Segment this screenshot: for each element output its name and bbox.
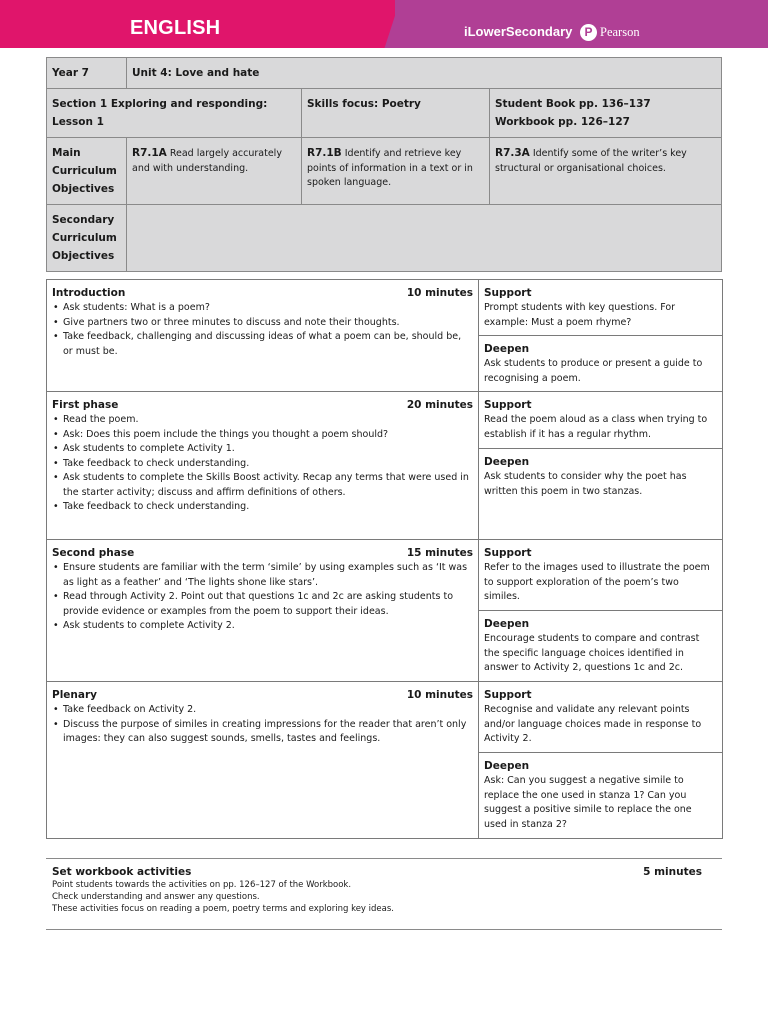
support-cell [479, 540, 723, 611]
objective-code: R7.1B [307, 147, 342, 159]
list-item: • Read the poem. [52, 413, 473, 428]
phase-introduction [47, 280, 479, 392]
book-pages-cell [490, 89, 722, 138]
support-cell [479, 280, 723, 336]
banner-brand-panel [395, 0, 768, 48]
phase-header [52, 286, 473, 300]
support-title: Support [484, 287, 532, 299]
workbook-line: These activities focus on reading a poem, poetry terms and exploring key ideas. [52, 904, 394, 914]
objective-text: Identify some of the writer’s key structural or organisational choices. [495, 148, 687, 174]
list-item: • Take feedback on Activity 2. [52, 703, 473, 718]
section-cell [47, 89, 302, 138]
phase-title: Introduction [52, 287, 126, 299]
objective-text: Read largely accurately and with understanding. [132, 148, 282, 174]
phase-bullets [52, 561, 473, 634]
support-title: Support [484, 547, 532, 559]
deepen-cell [479, 449, 723, 540]
divider [46, 858, 722, 859]
list-item: • Ask students to complete the Skills Boost activity. Recap any terms that were used in the starter activity; discuss and affirm definitions of others. [52, 471, 473, 500]
workbook-header [52, 866, 702, 879]
section-label: Section 1 Exploring and responding: [52, 98, 268, 110]
workbook-line: Check understanding and answer any questions. [52, 892, 260, 902]
main-objectives-label [47, 138, 127, 205]
phase-header [52, 546, 473, 560]
support-text: Prompt students with key questions. For example: Must a poem rhyme? [484, 302, 676, 328]
lesson-info-table [46, 57, 722, 272]
support-text: Read the poem aloud as a class when trying to establish if it has a regular rhythm. [484, 414, 708, 440]
main-label-line: Objectives [52, 183, 115, 195]
support-text: Refer to the images used to illustrate the poem to support exploration of the poem’s two similes. [484, 562, 710, 602]
unit-cell: Unit 4: Love and hate [127, 58, 722, 89]
support-cell [479, 682, 723, 753]
pearson-logo-icon: P [580, 24, 597, 41]
list-item: • Ask students to complete Activity 1. [52, 442, 473, 457]
deepen-text: Encourage students to compare and contrast the specific language choices identified in answer to Activity 2, questions 1c and 2c. [484, 633, 700, 673]
secondary-objectives-label [47, 205, 127, 272]
secondary-label-line: Secondary [52, 214, 115, 226]
phase-time: 20 minutes [406, 399, 473, 411]
deepen-title: Deepen [484, 618, 530, 630]
list-item: • Take feedback, challenging and discussing ideas of what a poem can be, should be, or must be. [52, 330, 473, 359]
divider [46, 929, 722, 930]
lesson-plan-table [46, 279, 723, 839]
phase-first [47, 392, 479, 540]
phase-bullets [52, 301, 473, 359]
list-item: • Ensure students are familiar with the term ‘simile’ by using examples such as ‘It was as light as a feather’ and ‘The lights shone like stars’. [52, 561, 473, 590]
series-name: iLowerSecondary [464, 24, 573, 39]
phase-time: 15 minutes [406, 547, 473, 559]
list-item: • Ask: Does this poem include the things you thought a poem should? [52, 428, 473, 443]
list-item: • Take feedback to check understanding. [52, 500, 473, 515]
skills-cell: Skills focus: Poetry [302, 89, 490, 138]
phase-bullets [52, 703, 473, 747]
objective-code: R7.1A [132, 147, 167, 159]
deepen-cell [479, 336, 723, 392]
workbook-pages: Workbook pp. 126–127 [495, 116, 630, 128]
main-label-line: Main [52, 147, 81, 159]
subject-title: ENGLISH [130, 17, 221, 39]
list-item: • Take feedback to check understanding. [52, 457, 473, 472]
deepen-cell [479, 753, 723, 839]
support-cell [479, 392, 723, 449]
deepen-title: Deepen [484, 343, 530, 355]
objective-code: R7.3A [495, 147, 530, 159]
phase-header [52, 688, 473, 702]
support-title: Support [484, 689, 532, 701]
list-item: • Discuss the purpose of similes in creating impressions for the reader that aren’t only images: they can also suggest sounds, smells, tastes and feelings. [52, 718, 473, 747]
phase-time: 10 minutes [406, 689, 473, 701]
main-label-line: Curriculum [52, 165, 117, 177]
phase-second [47, 540, 479, 682]
workbook-section [52, 866, 702, 915]
workbook-time: 5 minutes [643, 866, 702, 878]
student-book-pages: Student Book pp. 136–137 [495, 98, 651, 110]
list-item: • Give partners two or three minutes to discuss and note their thoughts. [52, 316, 473, 331]
lesson-label: Lesson 1 [52, 116, 104, 128]
secondary-label-line: Objectives [52, 250, 115, 262]
list-item: • Ask students to complete Activity 2. [52, 619, 473, 634]
deepen-title: Deepen [484, 456, 530, 468]
objective-r71a [127, 138, 302, 205]
support-text: Recognise and validate any relevant points and/or language choices made in response to Activity 2. [484, 704, 702, 744]
deepen-text: Ask students to consider why the poet has written this poem in two stanzas. [484, 471, 687, 497]
phase-plenary [47, 682, 479, 839]
workbook-title: Set workbook activities [52, 866, 192, 878]
deepen-title: Deepen [484, 760, 530, 772]
phase-title: First phase [52, 399, 119, 411]
phase-time: 10 minutes [406, 287, 473, 299]
deepen-cell [479, 611, 723, 682]
phase-header [52, 398, 473, 412]
publisher-name: Pearson [600, 25, 640, 39]
deepen-text: Ask: Can you suggest a negative simile to replace the one used in stanza 1? Can you suggest a positive simile to replace the one used in stanza 2? [484, 775, 692, 830]
support-title: Support [484, 399, 532, 411]
year-cell: Year 7 [47, 58, 127, 89]
objective-r73a [490, 138, 722, 205]
objective-text: Identify and retrieve key points of information in a text or in spoken language. [307, 148, 473, 188]
secondary-objectives-cell [127, 205, 722, 272]
phase-bullets [52, 413, 473, 515]
objective-r71b [302, 138, 490, 205]
workbook-line: Point students towards the activities on pp. 126–127 of the Workbook. [52, 880, 352, 890]
secondary-label-line: Curriculum [52, 232, 117, 244]
list-item: • Read through Activity 2. Point out that questions 1c and 2c are asking students to provide evidence or examples from the poem to support their ideas. [52, 590, 473, 619]
phase-title: Plenary [52, 689, 97, 701]
phase-title: Second phase [52, 547, 135, 559]
header-banner [0, 0, 768, 48]
deepen-text: Ask students to produce or present a guide to recognising a poem. [484, 358, 703, 384]
list-item: • Ask students: What is a poem? [52, 301, 473, 316]
